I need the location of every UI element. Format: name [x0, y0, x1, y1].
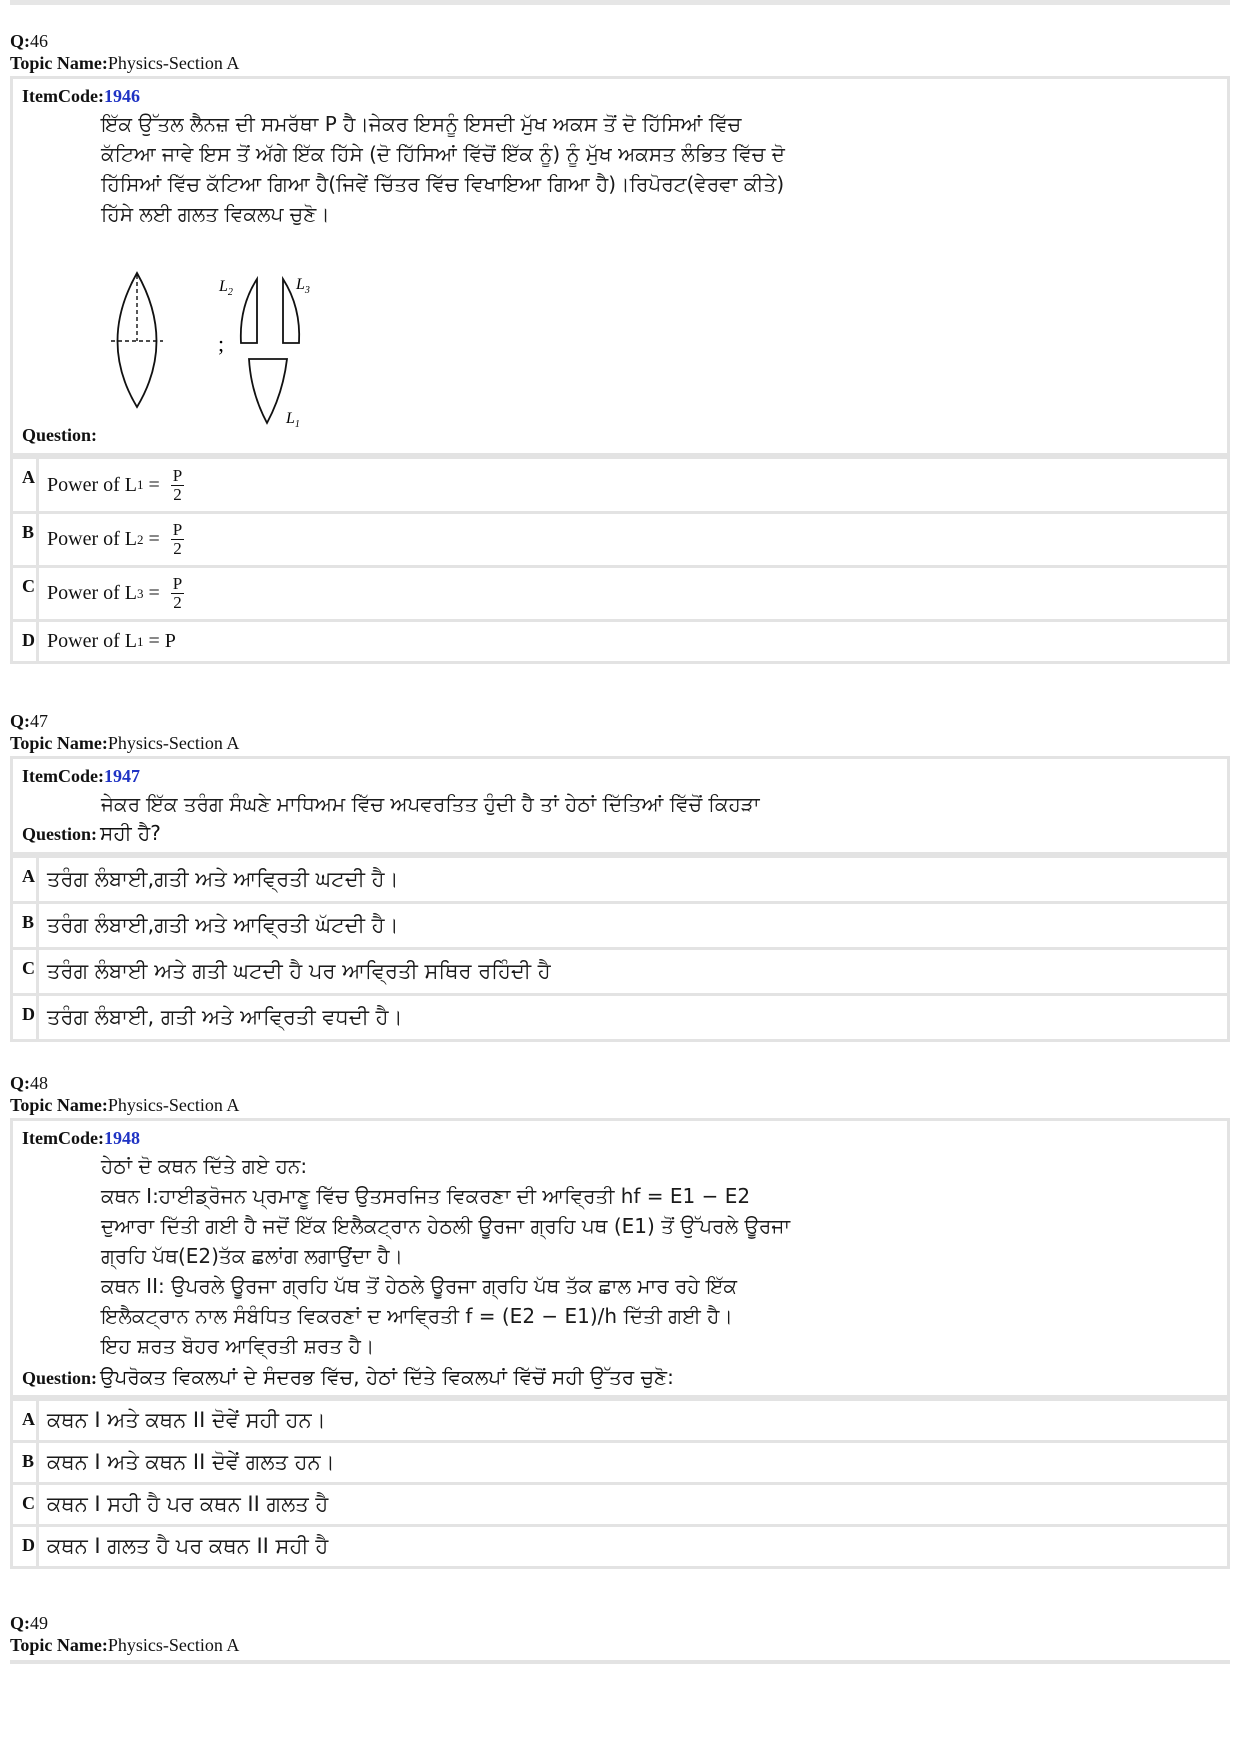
lens-piece-l1 [249, 359, 287, 423]
question-text: ਇੱਕ ਉੱਤਲ ਲੈਨਜ਼ ਦੀ ਸਮਰੱਥਾ P ਹੈ।ਜੇਕਰ ਇਸਨੂੰ ਇਸਦੀ ਮੁੱਖ ਅਕਸ ਤੋਂ ਦੋ ਹਿੱਸਿਆਂ ਵਿੱਚ ਕੱਟਿਆ ਜਾਵੇ ਇਸ ਤੋਂ ਅੱਗੇ ਇੱਕ ਹਿੱਸੇ (ਦੋ ਹਿੱਸਿਆਂ ਵਿੱਚੋਂ ਇੱਕ ਨੂੰ) ਨੂੰ ਮੁੱਖ ਅਕਸਤ ਲੰਭਿਤ ਵਿੱਚ ਦੋ ਹਿੱਸਿਆਂ ਵਿੱਚ ਕੱਟਿਆ ਗਿਆ ਹੈ(ਜਿਵੇਂ ਚਿੱਤਰ ਵਿੱਚ ਵਿਖਾਇਆ ਗਿਆ ਹੈ)।ਰਿਪੋਰਟ(ਵੇਰਵਾ ਕੀਤੇ) ਹਿੱਸੇ ਲਈ ਗਲਤ ਵਿਕਲਪ ਚੁਣੋ। [101, 112, 785, 226]
option-b[interactable]: B ਤਰੰਗ ਲੰਬਾਈ,ਗਤੀ ਅਤੇ ਆਵ੍ਰਿਤੀ ਘੱਟਦੀ ਹੈ। [13, 901, 1227, 947]
options-list [10, 1398, 1230, 1569]
question-text: ਜੇਕਰ ਇੱਕ ਤਰੰਗ ਸੰਘਣੇ ਮਾਧਿਅਮ ਵਿੱਚ ਅਪਵਰਤਿਤ ਹੁੰਦੀ ਹੈ ਤਾਂ ਹੇਠਾਂ ਦਿੱਤਿਆਂ ਵਿੱਚੋਂ ਕਿਹੜਾ [101, 792, 760, 816]
question-number: Q:47 [10, 711, 48, 731]
question-text: ਹੇਠਾਂ ਦੋ ਕਥਨ ਦਿੱਤੇ ਗਏ ਹਨ: ਕਥਨ I:ਹਾਈਡ੍ਰੋਜਨ ਪ੍ਰਮਾਣੂ ਵਿੱਚ ਉਤਸਰਜਿਤ ਵਿਕਰਣਾ ਦੀ ਆਵ੍ਰਿਤੀ hf = E1 − E2 ਦੁਆਰਾ ਦਿੱਤੀ ਗਈ ਹੈ ਜਦੋਂ ਇੱਕ ਇਲੈਕਟ੍ਰਾਨ ਹੇਠਲੀ ਊਰਜਾ ਗ੍ਰਹਿ ਪਥ (E1) ਤੋਂ ਉੱਪਰਲੇ ਊਰਜਾ ਗ੍ਰਹਿ ਪੱਥ(E2)ਤੱਕ ਛਲਾਂਗ ਲਗਾਉਂਦਾ ਹੈ। ਕਥਨ II: ਉਪਰਲੇ ਊਰਜਾ ਗ੍ਰਹਿ ਪੱਥ ਤੋਂ ਹੇਠਲੇ ਊਰਜਾ ਗ੍ਰਹਿ ਪੱਥ ਤੱਕ ਛਾਲ ਮਾਰ ਰਹੇ ਇੱਕ ਇਲੈਕਟ੍ਰਾਨ ਨਾਲ ਸੰਬੰਧਿਤ ਵਿਕਰਣਾਂ ਦ ਆਵ੍ਰਿਤੀ f = (E2 − E1)/h ਦਿੱਤੀ ਗਈ ਹੈ। ਇਹ ਸ਼ਰਤ ਬੋਹਰ ਆਵ੍ਰਿਤੀ ਸ਼ਰਤ ਹੈ। [101, 1154, 791, 1358]
item-box [10, 756, 1230, 855]
item-code: ItemCode:1947 [22, 766, 140, 786]
question-label: Question: ਉਪਰੋਕਤ ਵਿਕਲਪਾਂ ਦੇ ਸੰਦਰਭ ਵਿੱਚ, ਹੇਠਾਂ ਦਿੱਤੇ ਵਿਕਲਪਾਂ ਵਿੱਚੋਂ ਸਹੀ ਉੱਤਰ ਚੁਣੋ: [22, 1365, 674, 1389]
topic-name: Topic Name:Physics-Section A [10, 1095, 240, 1115]
topic-name: Topic Name:Physics-Section A [10, 733, 240, 753]
topic-name: Topic Name:Physics-Section A [10, 1635, 240, 1655]
option-a[interactable]: A ਤਰੰਗ ਲੰਬਾਈ,ਗਤੀ ਅਤੇ ਆਵ੍ਰਿਤੀ ਘਟਦੀ ਹੈ। [13, 855, 1227, 901]
top-divider [10, 0, 1230, 5]
topic-name: Topic Name:Physics-Section A [10, 53, 240, 73]
question-label: Question: [22, 425, 98, 445]
item-box [10, 1118, 1230, 1398]
option-d[interactable]: D ਕਥਨ I ਗਲਤ ਹੈ ਪਰ ਕਥਨ II ਸਹੀ ਹੈ [13, 1524, 1227, 1566]
item-code: ItemCode:1948 [22, 1128, 140, 1148]
fraction: $\frac{P}{2}$ [172, 520, 183, 558]
question-number: Q:49 [10, 1613, 48, 1633]
question-number: Q:46 [10, 31, 48, 51]
options-list [10, 456, 1230, 664]
label-l2: $L_2$ [219, 278, 233, 298]
question-48 [10, 1072, 1230, 1569]
option-b[interactable]: B Power of L 2 = $\frac{P}{2}$ [13, 511, 1227, 565]
question-47 [10, 710, 1230, 1042]
question-label: Question: ਸਹੀ ਹੈ? [22, 821, 161, 845]
figure-separator: ; [218, 331, 225, 356]
option-d[interactable]: D Power of L 1 = P [13, 619, 1227, 661]
option-d[interactable]: D ਤਰੰਗ ਲੰਬਾਈ, ਗਤੀ ਅਤੇ ਆਵ੍ਰਿਤੀ ਵਧਦੀ ਹੈ। [13, 993, 1227, 1039]
question-49 [10, 1612, 1230, 1658]
item-code: ItemCode:1946 [22, 86, 140, 106]
bottom-divider [10, 1660, 1230, 1664]
options-list [10, 855, 1230, 1042]
lens-figure [93, 267, 413, 447]
option-c[interactable]: C Power of L 3 = $\frac{P}{2}$ [13, 565, 1227, 619]
option-c[interactable]: C ਕਥਨ I ਸਹੀ ਹੈ ਪਰ ਕਥਨ II ਗਲਤ ਹੈ [13, 1482, 1227, 1524]
fraction: $\frac{P}{2}$ [172, 465, 183, 504]
label-l3: $L_3$ [296, 276, 310, 296]
option-a[interactable]: A ਕਥਨ I ਅਤੇ ਕਥਨ II ਦੋਵੇਂ ਸਹੀ ਹਨ। [13, 1398, 1227, 1440]
option-a[interactable]: A Power of L 1 = $\frac{P}{2}$ [13, 456, 1227, 511]
question-46 [10, 30, 1230, 664]
question-number: Q:48 [10, 1073, 48, 1093]
lens-piece-l2 [241, 279, 257, 343]
label-l1: $L_1$ [286, 410, 300, 430]
item-box [10, 76, 1230, 456]
fraction: $\frac{P}{2}$ [172, 574, 183, 612]
option-c[interactable]: C ਤਰੰਗ ਲੰਬਾਈ ਅਤੇ ਗਤੀ ਘਟਦੀ ਹੈ ਪਰ ਆਵ੍ਰਿਤੀ ਸਥਿਰ ਰਹਿੰਦੀ ਹੈ [13, 947, 1227, 993]
option-b[interactable]: B ਕਥਨ I ਅਤੇ ਕਥਨ II ਦੋਵੇਂ ਗਲਤ ਹਨ। [13, 1440, 1227, 1482]
